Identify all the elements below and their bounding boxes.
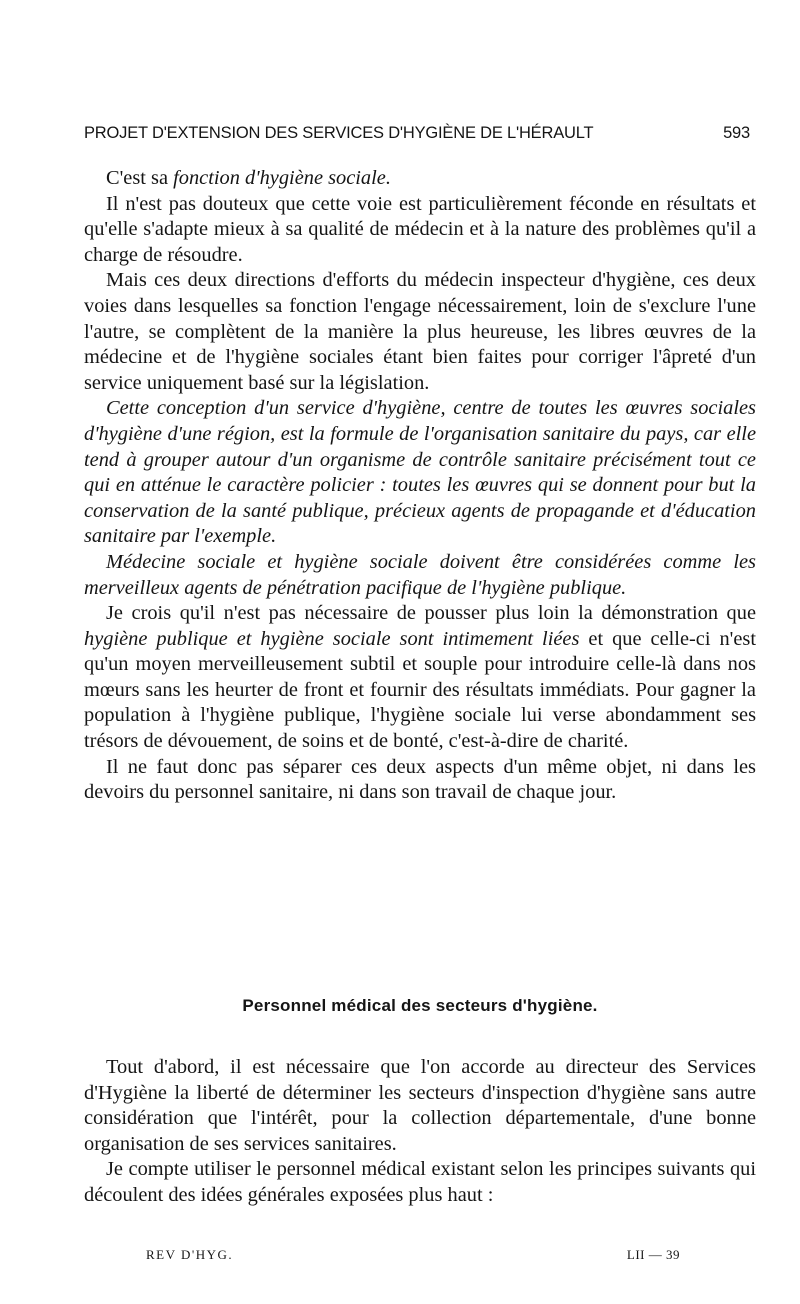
paragraph xyxy=(84,268,756,396)
running-title: PROJET D'EXTENSION DES SERVICES D'HYGIÈNE DE L'HÉRAULT xyxy=(84,124,594,142)
section-heading: Personnel médical des secteurs d'hygiène. xyxy=(242,996,598,1015)
text-run: C'est sa xyxy=(106,167,174,189)
italic-text: fonction d'hygiène sociale. xyxy=(173,167,391,189)
text-run: et que celle-ci n'est qu'un moyen merveilleusement subtil et souple pour introduire celle-là dans nos mœurs sans les heurter de front et fournir des résultats immédiats. Pour gagner la population à l'hygiène publique, l'hygiène sociale lui verse abondamment ses trésors de dévouement, de soins et de bonté, c'est-à-dire de charité. xyxy=(84,627,757,753)
italic-text: Cette conception d'un service d'hygiène, centre de toutes les œuvres sociales d'hygiène d'une région, est la formule de l'organisation sanitaire du pays, car elle tend à grouper autour d'un organisme de contrôle sanitaire précisément tout ce qui en atténue le caractère policier : toutes les œuvres qui se donnent pour but la conservation de la santé publique, précieux agents de propagande et d'éducation sanitaire par l'exemple. xyxy=(84,397,756,548)
text-run: Tout d'abord, il est nécessaire que l'on accorde au directeur des Services d'Hygiène la liberté de déterminer les secteurs d'inspection d'hygiène sans autre considération que l'intérêt, pour la collection départementale, d'une bonne organisation de ses services sanitaires. xyxy=(84,1056,756,1155)
paragraph xyxy=(84,1055,756,1157)
text-run: Je crois qu'il n'est pas nécessaire de pousser plus loin la démonstration que xyxy=(106,602,756,625)
page-number: 593 xyxy=(723,124,750,142)
body-text-part-2 xyxy=(84,1055,756,1209)
text-run: Il n'est pas douteux que cette voie est particulièrement féconde en résultats et qu'elle s'adapte mieux à sa qualité de médecin et à la nature des problèmes qu'il a charge de résoudre. xyxy=(84,192,756,266)
text-run: Mais ces deux directions d'efforts du médecin inspecteur d'hygiène, ces deux voies dans lesquelles sa fonction l'engage nécessairement, loin de s'exclure l'une l'autre, se complètent de la manière la plus heureuse, les libres œuvres de la médecine et de l'hygiène sociales étant bien faites pour corriger l'âpreté d'un service uniquement basé sur la législation. xyxy=(84,269,756,394)
paragraph xyxy=(84,601,756,755)
footer-signature xyxy=(146,1247,680,1263)
paragraph xyxy=(84,550,756,601)
italic-text: hygiène publique et hygiène sociale sont intimement liées xyxy=(84,627,580,650)
paragraph xyxy=(84,1157,756,1208)
paragraph xyxy=(84,396,756,550)
text-run: Il ne faut donc pas séparer ces deux aspects d'un même objet, ni dans les devoirs du personnel sanitaire, ni dans son travail de chaque jour. xyxy=(84,755,756,804)
paragraph xyxy=(84,192,756,269)
signature-left: REV D'HYG. xyxy=(146,1247,234,1262)
text-run: Je compte utiliser le personnel médical existant selon les principes suivants qui découlent des idées générales exposées plus haut : xyxy=(84,1158,756,1206)
running-head xyxy=(84,124,756,148)
signature-right: LII — 39 xyxy=(626,1247,680,1262)
body-text-part-1 xyxy=(84,166,756,806)
italic-text: Médecine sociale et hygiène sociale doivent être considérées comme les merveilleux agents de pénétration pacifique de l'hygiène publique. xyxy=(84,550,756,599)
paragraph xyxy=(84,166,756,192)
paragraph xyxy=(84,755,756,806)
